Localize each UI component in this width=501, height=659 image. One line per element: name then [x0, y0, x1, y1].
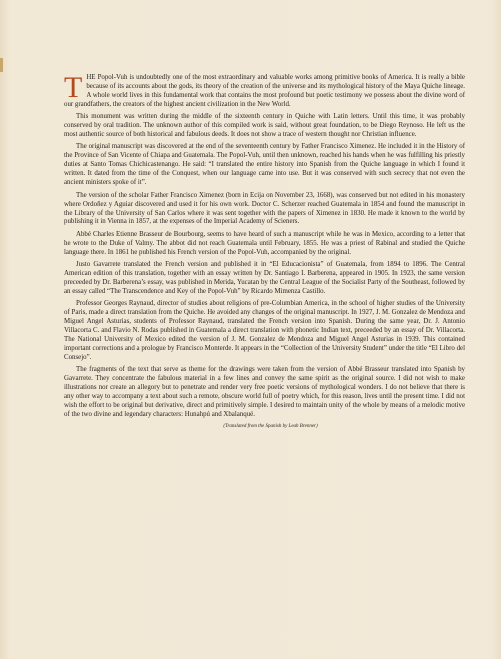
article-body [64, 71, 465, 436]
paragraph-6: Justo Gavarrete translated the French version and published it in “El Educacionista” of Guatemala, from 1894 to 1896. The Central American edition of this translation, together with an essay written by Dr. Santiago I. Barberena, appeared in 1905. In 1923, the same version preceeded by Dr. Barberena’s essay, was published in Merida, Yucatan by the Central League of the Socialist Party of the Southeast, followed by an essay called “The Transcendence and Key of the Popol-Vuh” by Ricardo Mimenza Castillo. [64, 261, 465, 295]
paragraph-4: The version of the scholar Father Francisco Ximenez (born in Ecija on November 23, 1668), was conserved but not edited in his monastery where Ordoñez y Aguiar discovered and used it for his own work. Doctor C. Scherzer reached Guatemala in 1854 and found the manuscript in the Library of the University of San Carlos where it was sent together with the papers of Ximenez in 1830. He made it known to the world by publishing it in Vienna in 1857, at the expenses of the Imperial Academy of Scieners. [64, 191, 465, 226]
paragraph-8: The fragments of the text that serve as theme for the drawings were taken from the version of Abbé Brasseur translated into Spanish by Gavarrete. They concentrate the fabulous material in a few lines and convey the same spirit as the original source. I did not wish to make illustrations nor create an allegory but to penetrate and render very free poetic versions of mythological wonders. I do not believe that there is any other way to accompany a text about such a remote, obscure world full of poetry which, for this reason, lives until the present time. I did not wish the effort to be original but derivative, direct and primitively simple. I desired to maintain unity of the whole by means of a melodic motive of the two divine and legendary characters: Hunahpú and Xbalanqué. [64, 366, 465, 419]
page-edge-mark [0, 58, 3, 72]
paragraph-5: Abbé Charles Etienne Brasseur de Bourbourg, seems to have heard of such a manuscript while he was in Mexico, according to a letter that he wrote to the Duke of Valmy. The abbot did not reach Guatemala until February, 1855. He was a priest of Rabinal and studied the Quiche language there. In 1861 he published his French version of the Popol-Vuh, accompanied by the original. [64, 230, 465, 256]
translation-credit: (Translated from the Spanish by Leah Brenner) [223, 424, 318, 430]
paragraph-1 [64, 71, 465, 110]
paragraph-3: The original manuscript was discovered at the end of the seventeenth century by Father Francisco Ximenez. He included it in the History of the Province of San Vicente of Chiapa and Guatemala. The Popol-Vuh, until then unknown, reached his hands when he was fulfilling his priestly duties at Santo Tomas Chichicastenango. He said: “I translated the entire history into Spanish from the Quiche language in which I found it written. It dated from the time of the Conquest, when our language came into use. But it was conserved with such secrecy that not even the ancient ministers spoke of it”. [64, 143, 465, 187]
drop-cap: T [64, 71, 83, 104]
paragraph-text: HE Popol-Vuh is undoubtedly one of the most extraordinary and valuable works among primitive books of America. It is really a bible because of its accounts about the gods, its theory of the creation of the universe and its mythological history of the Maya Quiche lineage. A whole world lives in this fundamental work that contains the most profound but poetic testimony we possess about the divine word of our grandfathers, the creators of the highest ancient civilization in the New World. [64, 74, 465, 108]
paragraph-7: Professor Georges Raynaud, director of studies about religions of pre-Columbian America, in the school of higher studies of the University of Paris, made a direct translation from the Quiche. He avoided any changes of the original manuscript. In 1927, J. M. Gonzalez de Mendoza and Miguel Angel Asturias, students of Professor Raynaud, translated the French version into Spanish. During the same year, Dr. J. Antonio Villacorta C. and Flavio N. Rodas published in Guatemala a direct translation with phonetic Indian text, preceeded by an essay of Dr. Villacorta. The National University of Mexico edited the version of J. M. Gonzalez de Mendoza and Miguel Angel Asturias in 1939. This contained important corrections and a prologue by Francisco Monterde. It appears in the “Collection of the University Student” under the title “El Libro del Consejo”. [64, 300, 465, 361]
paragraph-2: This monument was written during the middle of the sixteenth century in Quiche with Latin letters. Until this time, it was probably conserved by oral tradition. The unknown author of this compiled work is said, without great foundation, to be Diego Reynoso. He left us the most authentic source of both historical and fabulous deeds. It does not show a trace of western thought nor Christian influence. [64, 113, 465, 139]
